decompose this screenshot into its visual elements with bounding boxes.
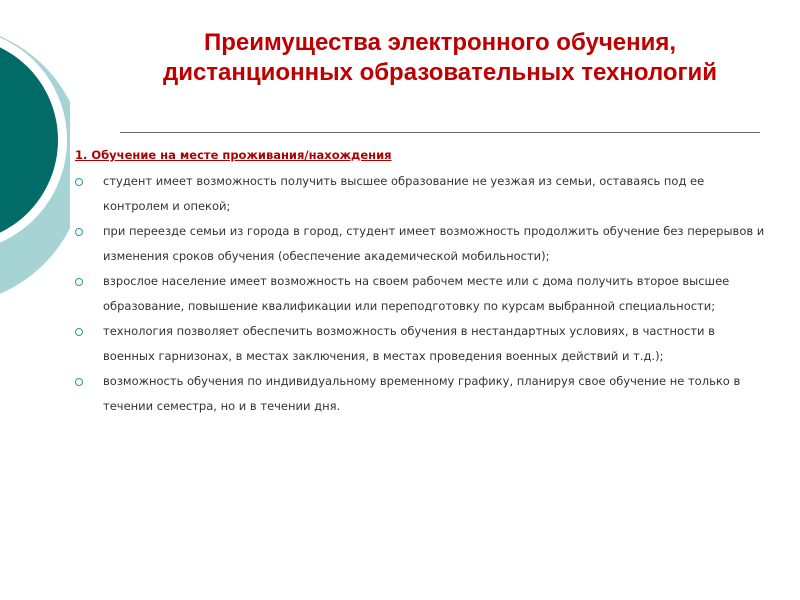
circle-bullet-icon (75, 278, 83, 286)
section-heading: 1. Обучение на месте проживания/нахождения (75, 148, 392, 162)
bullet-text: студент имеет возможность получить высшее образование не уезжая из семьи, оставаясь под ее контролем и опекой; (103, 174, 705, 213)
bullet-item (75, 319, 765, 369)
circle-bullet-icon (75, 178, 83, 186)
decorative-circles (0, 0, 70, 320)
bullet-item (75, 369, 765, 419)
bullet-item (75, 219, 765, 269)
circle-bullet-icon (75, 328, 83, 336)
bullet-text: взрослое население имеет возможность на своем рабочем месте или с дома получить второе высшее образование, повышение квалификации или переподготовку по курсам выбранной специальности; (103, 274, 730, 313)
circle-bullet-icon (75, 378, 83, 386)
bullet-text: технология позволяет обеспечить возможность обучения в нестандартных условиях, в частности в военных гарнизонах, в местах заключения, в местах проведения военных действий и т.д.); (103, 324, 715, 363)
bullet-item (75, 169, 765, 219)
title-divider (120, 132, 760, 133)
circle-bullet-icon (75, 228, 83, 236)
title-line-2: дистанционных образовательных технологий (162, 59, 718, 86)
title-line-1: Преимущества электронного обучения, (203, 29, 677, 56)
slide-title (120, 28, 760, 88)
bullet-list (75, 169, 765, 419)
slide-content (75, 143, 765, 419)
bullet-text: возможность обучения по индивидуальному временному графику, планируя свое обучение не только в течении семестра, но и в течении дня. (103, 374, 741, 413)
bullet-item (75, 269, 765, 319)
bullet-text: при переезде семьи из города в город, студент имеет возможность продолжить обучение без перерывов и изменения сроков обучения (обеспечение академической мобильности); (103, 224, 765, 263)
